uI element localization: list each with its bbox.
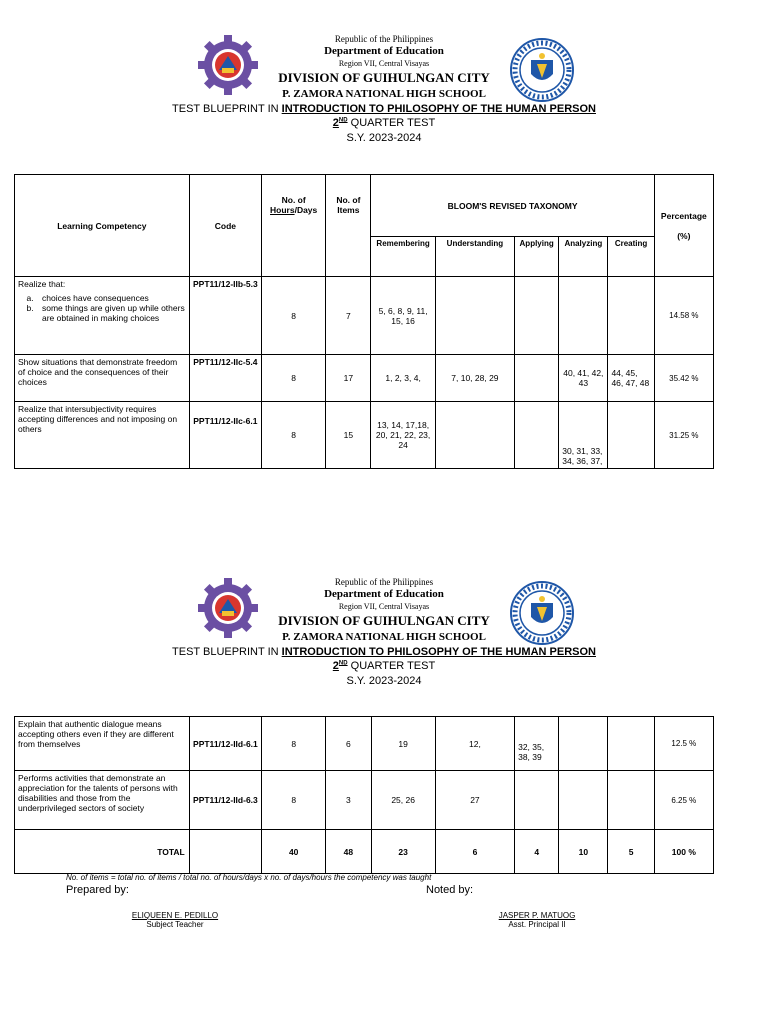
total-applying: 4 — [515, 830, 559, 874]
quarter-text: QUARTER TEST — [347, 660, 436, 672]
understanding-cell: 27 — [435, 771, 514, 830]
creating-cell — [608, 771, 654, 830]
code-cell: PPT11/12-IId-6.3 — [189, 771, 261, 830]
table-header-row — [15, 175, 714, 237]
code-cell: PPT11/12-IIb-5.3 — [189, 277, 261, 355]
quarter-suffix: ND — [338, 117, 348, 124]
hours-cell: 8 — [262, 277, 326, 355]
competency-cell: Explain that authentic dialogue means accepting others even if they are different from themselves — [15, 717, 190, 771]
analyzing-cell — [559, 277, 608, 355]
division-title: DIVISION OF GUIHULNGAN CITY — [278, 70, 490, 85]
remembering-cell: 1, 2, 3, 4, — [371, 355, 435, 402]
col-header-percentage — [654, 175, 713, 277]
quarter-number: 2 — [332, 660, 339, 672]
total-creating: 5 — [608, 830, 654, 874]
items-cell: 7 — [326, 277, 371, 355]
quarter-number: 2 — [332, 117, 339, 129]
blueprint-line — [0, 646, 768, 658]
code-cell: PPT11/12-IIc-5.4 — [189, 355, 261, 402]
remembering-cell: 5, 6, 8, 9, 11, 15, 16 — [371, 277, 435, 355]
region-text: Region VII, Central Visayas — [338, 59, 430, 68]
code-cell: PPT11/12-IId-6.1 — [189, 717, 261, 771]
remembering-cell: 13, 14, 17,18, 20, 21, 22, 23, 24 — [371, 402, 435, 469]
school-name: P. ZAMORA NATIONAL HIGH SCHOOL — [282, 631, 486, 643]
percentage-cell: 35.42 % — [654, 355, 713, 402]
total-hours: 40 — [262, 830, 326, 874]
understanding-cell: 12, — [435, 717, 514, 771]
creating-cell — [608, 277, 654, 355]
noter-signature — [462, 911, 612, 929]
competency-subitem: a. choices have consequences — [36, 293, 186, 303]
col-header-blooms: BLOOM'S REVISED TAXONOMY — [371, 175, 654, 237]
hours-label-1: No. of — [281, 195, 306, 205]
total-label: TOTAL — [15, 830, 190, 874]
table-row — [15, 402, 714, 469]
competency-sublist — [18, 293, 186, 323]
competency-cell — [15, 277, 190, 355]
preparer-title: Subject Teacher — [146, 920, 204, 929]
republic-text: Republic of the Philippines — [334, 34, 434, 44]
col-header-hours — [262, 175, 326, 277]
analyzing-cell — [559, 717, 608, 771]
creating-cell: 44, 45, 46, 47, 48 — [608, 355, 654, 402]
hours-cell: 8 — [262, 402, 326, 469]
table-row — [15, 277, 714, 355]
total-understanding: 6 — [435, 830, 514, 874]
preparer-signature — [100, 911, 250, 929]
hours-label-2: Hours — [270, 205, 295, 215]
department-text: Department of Education — [324, 588, 444, 600]
preparer-name: ELIQUEEN E. PEDILLO — [131, 911, 219, 920]
col-header-competency: Learning Competency — [15, 175, 190, 277]
understanding-cell: 7, 10, 28, 29 — [435, 355, 514, 402]
col-header-code: Code — [189, 175, 261, 277]
quarter-text: QUARTER TEST — [347, 117, 436, 129]
hours-cell: 8 — [262, 717, 326, 771]
applying-cell: 32, 35, 38, 39 — [515, 717, 559, 771]
blueprint-prefix: TEST BLUEPRINT IN — [172, 646, 282, 658]
items-cell: 15 — [326, 402, 371, 469]
understanding-cell — [435, 402, 514, 469]
blueprint-prefix: TEST BLUEPRINT IN — [172, 103, 282, 115]
total-remembering: 23 — [371, 830, 435, 874]
percentage-unit: (%) — [677, 230, 691, 241]
republic-text: Republic of the Philippines — [334, 577, 434, 587]
remembering-cell: 19 — [371, 717, 435, 771]
table-row — [15, 717, 714, 771]
analyzing-cell — [559, 771, 608, 830]
items-cell: 6 — [326, 717, 371, 771]
total-items: 48 — [326, 830, 371, 874]
quarter-line — [0, 117, 768, 129]
creating-cell — [608, 717, 654, 771]
competency-text: Realize that: — [18, 279, 66, 289]
analyzing-cell: 40, 41, 42, 43 — [559, 355, 608, 402]
department-text: Department of Education — [324, 45, 444, 57]
footnote: No. of items = total no. of items / total no. of hours/days x no. of days/hours the competency was taught — [66, 873, 432, 882]
quarter-suffix: ND — [338, 660, 348, 667]
items-cell: 17 — [326, 355, 371, 402]
blueprint-table-2 — [14, 716, 714, 874]
col-header-items: No. of Items — [326, 175, 371, 277]
table-row — [15, 771, 714, 830]
quarter-line — [0, 660, 768, 672]
blueprint-line — [0, 103, 768, 115]
code-cell: PPT11/12-IIc-6.1 — [189, 402, 261, 469]
subject-title: INTRODUCTION TO PHILOSOPHY OF THE HUMAN PERSON — [281, 646, 596, 658]
blueprint-table-1 — [14, 174, 714, 469]
table-row — [15, 355, 714, 402]
applying-cell — [515, 355, 559, 402]
school-name: P. ZAMORA NATIONAL HIGH SCHOOL — [282, 88, 486, 100]
percentage-cell: 31.25 % — [654, 402, 713, 469]
col-header-creating: Creating — [608, 237, 654, 277]
region-text: Region VII, Central Visayas — [338, 602, 430, 611]
applying-cell — [515, 402, 559, 469]
items-cell: 3 — [326, 771, 371, 830]
applying-cell — [515, 771, 559, 830]
competency-subitem: b. some things are given up while others are obtained in making choices — [36, 303, 186, 323]
noter-title: Asst. Principal II — [508, 920, 566, 929]
school-year: S.Y. 2023-2024 — [346, 675, 422, 687]
col-header-understanding: Understanding — [435, 237, 514, 277]
total-code-cell — [189, 830, 261, 874]
noted-by-label: Noted by: — [426, 884, 474, 896]
percentage-cell: 6.25 % — [654, 771, 713, 830]
percentage-label: Percentage — [660, 210, 707, 221]
hours-label-3: /Days — [294, 205, 318, 215]
subject-title: INTRODUCTION TO PHILOSOPHY OF THE HUMAN PERSON — [281, 103, 596, 115]
percentage-cell: 14.58 % — [654, 277, 713, 355]
analyzing-cell: 30, 31, 33, 34, 36, 37, — [559, 402, 608, 469]
total-analyzing: 10 — [559, 830, 608, 874]
total-row — [15, 830, 714, 874]
competency-cell: Performs activities that demonstrate an appreciation for the talents of persons with disabilities and those from the underprivileged sectors of society — [15, 771, 190, 830]
col-header-remembering: Remembering — [371, 237, 435, 277]
competency-cell: Show situations that demonstrate freedom of choice and the consequences of their choices — [15, 355, 190, 402]
creating-cell — [608, 402, 654, 469]
percentage-cell: 12.5 % — [654, 717, 713, 771]
remembering-cell: 25, 26 — [371, 771, 435, 830]
col-header-applying: Applying — [515, 237, 559, 277]
prepared-by-label: Prepared by: — [66, 884, 129, 896]
hours-cell: 8 — [262, 771, 326, 830]
understanding-cell — [435, 277, 514, 355]
total-percentage: 100 % — [654, 830, 713, 874]
division-title: DIVISION OF GUIHULNGAN CITY — [278, 613, 490, 628]
col-header-analyzing: Analyzing — [559, 237, 608, 277]
competency-cell: Realize that intersubjectivity requires accepting differences and not imposing on others — [15, 402, 190, 469]
school-year: S.Y. 2023-2024 — [346, 132, 422, 144]
applying-cell — [515, 277, 559, 355]
hours-cell: 8 — [262, 355, 326, 402]
noter-name: JASPER P. MATUOG — [498, 911, 576, 920]
